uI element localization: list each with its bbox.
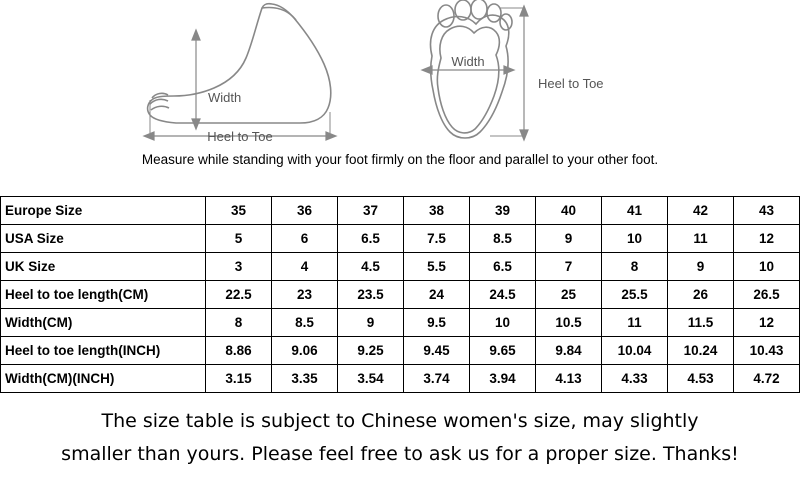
table-row bbox=[1, 253, 800, 281]
table-cell: 10.04 bbox=[602, 337, 668, 365]
table-cell: 3 bbox=[206, 253, 272, 281]
row-label: Width(CM) bbox=[1, 309, 206, 337]
table-cell: 11 bbox=[668, 225, 734, 253]
table-cell: 8.5 bbox=[470, 225, 536, 253]
table-cell: 22.5 bbox=[206, 281, 272, 309]
table-cell: 26 bbox=[668, 281, 734, 309]
table-cell: 9.65 bbox=[470, 337, 536, 365]
table-cell: 36 bbox=[272, 197, 338, 225]
table-cell: 3.54 bbox=[338, 365, 404, 393]
table-cell: 9.45 bbox=[404, 337, 470, 365]
table-cell: 9.5 bbox=[404, 309, 470, 337]
table-cell: 3.74 bbox=[404, 365, 470, 393]
table-cell: 8.86 bbox=[206, 337, 272, 365]
size-note-line-1: The size table is subject to Chinese women's size, may slightly bbox=[101, 410, 699, 432]
size-note-line-2: smaller than yours. Please feel free to ask us for a proper size. Thanks! bbox=[61, 443, 739, 465]
top-view-foot bbox=[431, 0, 513, 138]
table-cell: 41 bbox=[602, 197, 668, 225]
table-cell: 3.94 bbox=[470, 365, 536, 393]
table-row bbox=[1, 365, 800, 393]
table-cell: 9 bbox=[338, 309, 404, 337]
table-cell: 10 bbox=[470, 309, 536, 337]
table-cell: 9.84 bbox=[536, 337, 602, 365]
table-cell: 25.5 bbox=[602, 281, 668, 309]
row-label: UK Size bbox=[1, 253, 206, 281]
table-cell: 12 bbox=[734, 225, 800, 253]
table-row bbox=[1, 197, 800, 225]
table-cell: 9.25 bbox=[338, 337, 404, 365]
table-cell: 4.72 bbox=[734, 365, 800, 393]
table-cell: 11.5 bbox=[668, 309, 734, 337]
table-cell: 25 bbox=[536, 281, 602, 309]
side-view-width-label: Width bbox=[208, 90, 242, 105]
table-cell: 43 bbox=[734, 197, 800, 225]
table-cell: 6.5 bbox=[470, 253, 536, 281]
table-cell: 24 bbox=[404, 281, 470, 309]
side-view-width-arrow bbox=[192, 30, 200, 129]
table-cell: 4.53 bbox=[668, 365, 734, 393]
table-cell: 26.5 bbox=[734, 281, 800, 309]
row-label: Width(CM)(INCH) bbox=[1, 365, 206, 393]
measurement-instruction: Measure while standing with your foot firmly on the floor and parallel to your other foot. bbox=[141, 152, 659, 167]
table-cell: 10 bbox=[734, 253, 800, 281]
table-cell: 6 bbox=[272, 225, 338, 253]
table-cell: 9.06 bbox=[272, 337, 338, 365]
table-cell: 10.24 bbox=[668, 337, 734, 365]
table-cell: 35 bbox=[206, 197, 272, 225]
table-cell: 9 bbox=[668, 253, 734, 281]
row-label: Heel to toe length(INCH) bbox=[1, 337, 206, 365]
table-cell: 40 bbox=[536, 197, 602, 225]
table-cell: 5.5 bbox=[404, 253, 470, 281]
row-label: Europe Size bbox=[1, 197, 206, 225]
table-cell: 5 bbox=[206, 225, 272, 253]
table-cell: 11 bbox=[602, 309, 668, 337]
table-cell: 6.5 bbox=[338, 225, 404, 253]
table-cell: 8 bbox=[206, 309, 272, 337]
table-cell: 4.13 bbox=[536, 365, 602, 393]
table-cell: 10.5 bbox=[536, 309, 602, 337]
foot-measurement-diagram bbox=[0, 0, 800, 167]
table-cell: 38 bbox=[404, 197, 470, 225]
row-label: USA Size bbox=[1, 225, 206, 253]
table-cell: 7.5 bbox=[404, 225, 470, 253]
table-cell: 12 bbox=[734, 309, 800, 337]
table-cell: 10.43 bbox=[734, 337, 800, 365]
top-view-width-label: Width bbox=[451, 54, 485, 69]
table-row bbox=[1, 225, 800, 253]
table-row bbox=[1, 309, 800, 337]
table-cell: 8 bbox=[602, 253, 668, 281]
table-cell: 4 bbox=[272, 253, 338, 281]
side-view-foot bbox=[148, 4, 331, 123]
side-view-heel-to-toe-label: Heel to Toe bbox=[207, 129, 273, 144]
table-cell: 9 bbox=[536, 225, 602, 253]
table-cell: 3.35 bbox=[272, 365, 338, 393]
top-view-heel-to-toe-label: Heel to Toe bbox=[538, 76, 604, 91]
table-cell: 24.5 bbox=[470, 281, 536, 309]
table-cell: 8.5 bbox=[272, 309, 338, 337]
table-cell: 4.5 bbox=[338, 253, 404, 281]
table-cell: 3.15 bbox=[206, 365, 272, 393]
table-cell: 10 bbox=[602, 225, 668, 253]
table-cell: 4.33 bbox=[602, 365, 668, 393]
table-cell: 7 bbox=[536, 253, 602, 281]
table-row bbox=[1, 337, 800, 365]
row-label: Heel to toe length(CM) bbox=[1, 281, 206, 309]
table-cell: 39 bbox=[470, 197, 536, 225]
size-note bbox=[0, 405, 800, 471]
table-cell: 42 bbox=[668, 197, 734, 225]
size-table bbox=[0, 196, 800, 393]
table-row bbox=[1, 281, 800, 309]
table-cell: 23 bbox=[272, 281, 338, 309]
table-cell: 23.5 bbox=[338, 281, 404, 309]
table-cell: 37 bbox=[338, 197, 404, 225]
top-view-heel-to-toe-arrow bbox=[490, 6, 528, 140]
